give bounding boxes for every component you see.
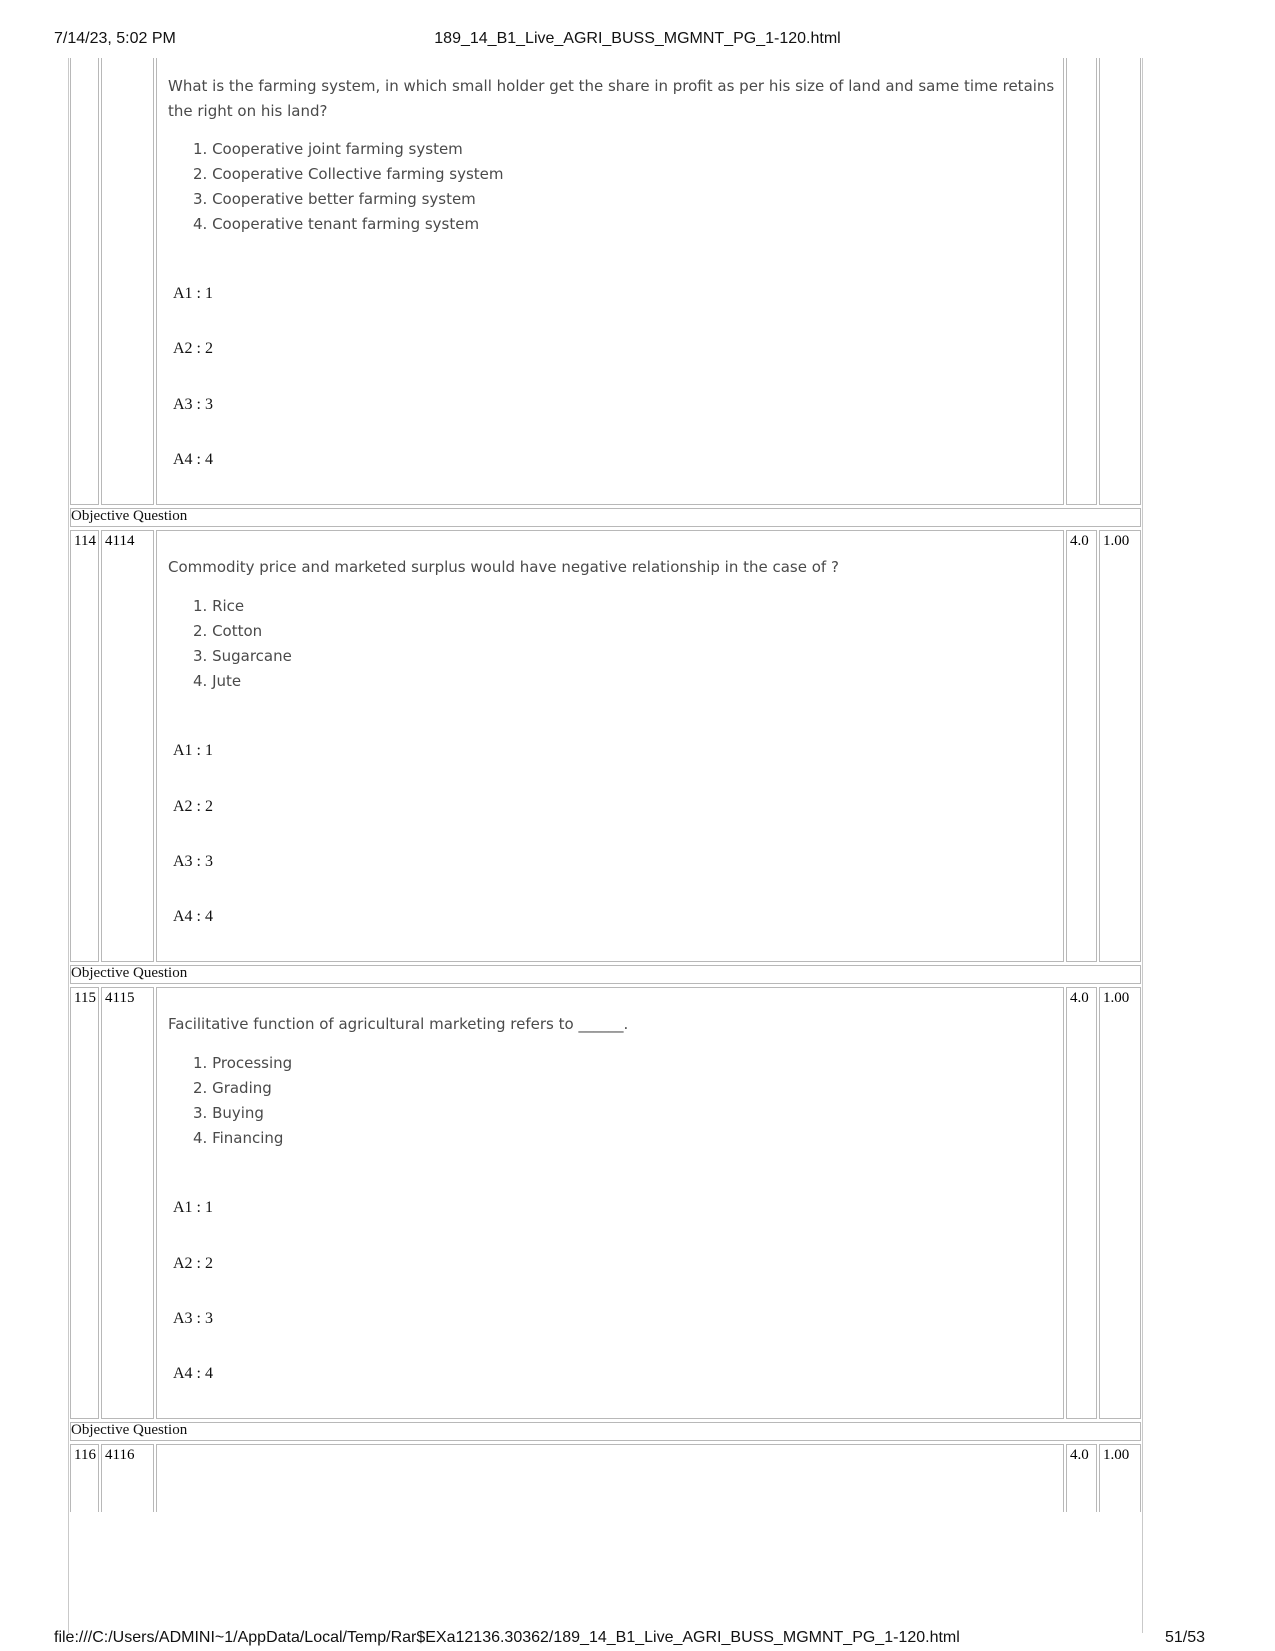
question-text: What is the farming system, in which small holder get the share in profit as per his size of land and same time retains the right on his land? (168, 77, 1055, 120)
sno-cell (70, 58, 99, 505)
question-text: Facilitative function of agricultural marketing refers to ______. (168, 1015, 629, 1033)
option-item: 2. Cooperative Collective farming system (193, 165, 504, 183)
answer-a3: A3 : 3 (173, 396, 213, 413)
neg-marks-cell (1099, 58, 1141, 505)
option-item: 4. Financing (193, 1129, 284, 1147)
question-cell (156, 58, 1064, 505)
option-item: 4. Jute (193, 672, 242, 690)
answer-a4: A4 : 4 (173, 451, 213, 468)
answer-a1: A1 : 1 (173, 742, 213, 759)
question-cell (156, 987, 1064, 1419)
neg-marks-cell: 1.00 (1099, 987, 1141, 1419)
section-label: Objective Question (71, 508, 188, 524)
section-label: Objective Question (71, 1422, 188, 1438)
option-item: 2. Cotton (193, 622, 263, 640)
question-cell (156, 1444, 1064, 1512)
option-item: 4. Cooperative tenant farming system (193, 215, 480, 233)
option-item: 2. Grading (193, 1079, 272, 1097)
qid-cell: 4116 (101, 1444, 154, 1512)
page-number: 51/53 (1164, 1629, 1205, 1646)
question-cell (156, 530, 1064, 962)
neg-marks-cell: 1.00 (1099, 530, 1141, 962)
answer-a2: A2 : 2 (173, 1255, 213, 1272)
document-title: 189_14_B1_Live_AGRI_BUSS_MGMNT_PG_1-120.html (434, 30, 841, 47)
marks-cell: 4.0 (1066, 1444, 1097, 1512)
option-item: 1. Processing (193, 1054, 293, 1072)
answer-a2: A2 : 2 (173, 340, 213, 357)
qid-cell (101, 58, 154, 505)
option-item: 1. Rice (193, 597, 245, 615)
option-item: 3. Cooperative better farming system (193, 190, 476, 208)
marks-cell: 4.0 (1066, 530, 1097, 962)
qid-cell: 4115 (101, 987, 154, 1419)
options-list (193, 1051, 292, 1151)
marks-cell (1066, 58, 1097, 505)
answer-a3: A3 : 3 (173, 853, 213, 870)
section-label-row (70, 965, 1141, 984)
options-list (193, 137, 504, 237)
sno-cell: 115 (70, 987, 99, 1419)
option-item: 1. Cooperative joint farming system (193, 140, 463, 158)
question-text: Commodity price and marketed surplus would have negative relationship in the case of ? (168, 558, 839, 576)
qid-cell: 4114 (101, 530, 154, 962)
option-item: 3. Buying (193, 1104, 264, 1122)
print-date: 7/14/23, 5:02 PM (54, 30, 176, 47)
option-item: 3. Sugarcane (193, 647, 292, 665)
section-label-row (70, 1422, 1141, 1441)
section-label: Objective Question (71, 965, 188, 981)
answer-a4: A4 : 4 (173, 908, 213, 925)
sno-cell: 116 (70, 1444, 99, 1512)
sno-cell: 114 (70, 530, 99, 962)
file-path: file:///C:/Users/ADMINI~1/AppData/Local/Temp/Rar$EXa12136.30362/189_14_B1_Live_AGRI_BUSS_MGMNT_PG_1-120.html (54, 1629, 960, 1646)
section-label-row (70, 508, 1141, 527)
answer-a1: A1 : 1 (173, 1199, 213, 1216)
neg-marks-cell: 1.00 (1099, 1444, 1141, 1512)
marks-cell: 4.0 (1066, 987, 1097, 1419)
options-list (193, 594, 292, 694)
answer-a1: A1 : 1 (173, 285, 213, 302)
answer-a4: A4 : 4 (173, 1365, 213, 1382)
answer-a2: A2 : 2 (173, 798, 213, 815)
answer-a3: A3 : 3 (173, 1310, 213, 1327)
